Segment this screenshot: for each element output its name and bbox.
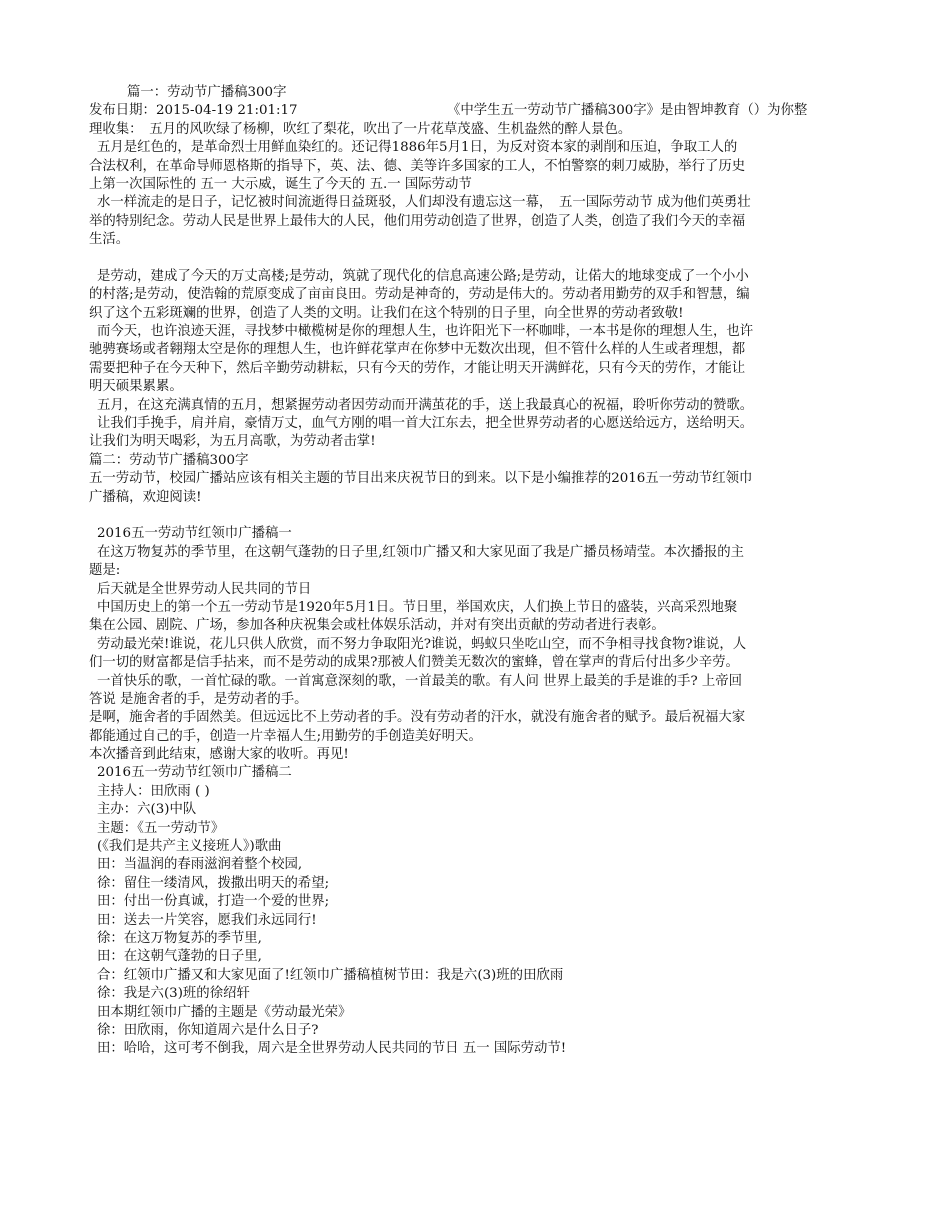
paragraph-line: 驰骋赛场或者翱翔太空是你的理想人生，也许鲜花掌声在你梦中无数次出现，但不管什么样的人生或者理想，都	[89, 342, 746, 358]
paragraph-line: 需要把种子在今天种下，然后辛勤劳动耕耘，只有今天的劳作，才能让明天开满鲜花，只有今天的劳作，才能让	[89, 360, 746, 376]
paragraph-line: 后天就是全世界劳动人民共同的节日	[97, 581, 312, 597]
script-line: (《我们是共产主义接班人》)歌曲	[97, 839, 282, 855]
paragraph-line: 们一切的财富都是信手拈来，而不是劳动的成果?那被人们赞美无数次的蜜蜂，曾在掌声的背后付出多少辛劳。	[89, 655, 739, 671]
script-line: 主办：六(3)中队	[97, 802, 197, 818]
paragraph-line: 生活。	[89, 232, 130, 248]
paragraph-line: 明天硕果累累。	[89, 379, 183, 395]
article-two-title: 篇二：劳动节广播稿300字	[89, 452, 249, 468]
paragraph-line: 织了这个五彩斑斓的世界，创造了人类的文明。让我们在这个特别的日子里，向全世界的劳动者致敬!	[89, 305, 684, 321]
section-heading: 2016五一劳动节红领巾广播稿一	[97, 526, 292, 542]
script-line: 田：付出一份真诚，打造一个爱的世界;	[97, 894, 330, 910]
paragraph-line: 题是:	[89, 563, 121, 579]
script-line: 田：当温润的春雨滋润着整个校园,	[97, 857, 303, 873]
script-line: 徐：田欣雨，你知道周六是什么日子?	[97, 1022, 319, 1038]
paragraph-line: 理收集： 五月的风吹绿了杨柳，吹红了梨花，吹出了一片花草茂盛、生机盎然的醉人景色。	[89, 121, 632, 137]
paragraph-line: 劳动最光荣!谁说，花儿只供人欣赏，而不努力争取阳光?谁说，蚂蚁只坐吃山空，而不争相寻找食物?谁说，人	[97, 636, 747, 652]
document-body	[89, 84, 863, 1059]
script-line: 主持人：田欣雨 ( )	[97, 783, 210, 799]
paragraph-line: 是劳动，建成了今天的万丈高楼;是劳动，筑就了现代化的信息高速公路;是劳动，让偌大的地球变成了一个小小	[97, 268, 749, 284]
section-heading: 2016五一劳动节红领巾广播稿二	[97, 765, 292, 781]
paragraph-line: 是啊，施舍者的手固然美。但远远比不上劳动者的手。没有劳动者的汗水，就没有施舍者的赋予。最后祝福大家	[89, 710, 746, 726]
script-line: 田本期红领巾广播的主题是《劳动最光荣》	[97, 1004, 352, 1020]
paragraph-line: 让我们为明天喝彩，为五月高歌，为劳动者击掌!	[89, 434, 376, 450]
paragraph-line: 合法权利，在革命导师恩格斯的指导下，英、法、德、美等许多国家的工人，不怕警察的刺刀威胁，举行了历史	[89, 158, 746, 174]
script-line: 田：送去一片笑容，愿我们永远同行!	[97, 912, 317, 928]
script-line: 田：在这朝气蓬勃的日子里,	[97, 949, 262, 965]
publish-info-line	[89, 102, 863, 120]
script-line: 田：哈哈，这可考不倒我，周六是全世界劳动人民共同的节日 五一 国际劳动节!	[97, 1041, 567, 1057]
script-line: 合：红领巾广播又和大家见面了!红领巾广播稿植树节田：我是六(3)班的田欣雨	[97, 967, 564, 983]
paragraph-line: 让我们手挽手，肩并肩，豪情万丈，血气方刚的唱一首大江东去，把全世界劳动者的心愿送给远方，送给明天。	[97, 416, 754, 432]
script-line: 主题：《五一劳动节》	[97, 820, 225, 836]
paragraph-line: 都能通过自己的手，创造一片幸福人生;用勤劳的手创造美好明天。	[89, 728, 482, 744]
paragraph-line: 在这万物复苏的季节里，在这朝气蓬勃的日子里,红领巾广播又和大家见面了我是广播员杨靖莹。本次播报的主	[97, 544, 745, 560]
paragraph-line: 集在公园、剧院、广场，参加各种庆祝集会或杜体娱乐活动，并对有突出贡献的劳动者进行表彰。	[89, 618, 665, 634]
blank-line	[89, 250, 863, 268]
script-line: 徐：在这万物复苏的季节里,	[97, 930, 262, 946]
paragraph-line: 广播稿，欢迎阅读!	[89, 489, 202, 505]
paragraph-line: 五月，在这充满真情的五月，想紧握劳动者因劳动而开满茧花的手，送上我最真心的祝福，聆听你劳动的赞歌。	[97, 397, 754, 413]
article-one-title: 篇一：劳动节广播稿300字	[127, 85, 287, 100]
script-line: 徐：留住一缕清风，拨撒出明天的希望;	[97, 875, 330, 891]
blank-line	[89, 507, 863, 525]
paragraph-line: 答说 是施舍者的手，是劳动者的手。	[89, 691, 308, 707]
paragraph-line: 上第一次国际性的 五一 大示威，诞生了今天的 五.一 国际劳动节	[89, 176, 472, 192]
paragraph-line: 水一样流走的是日子，记忆被时间流逝得日益斑驳，人们却没有遗忘这一幕， 五一国际劳动节 成为他们英勇壮	[97, 195, 751, 211]
paragraph-line: 的村落;是劳动，使浩翰的荒原变成了亩亩良田。劳动是神奇的，劳动是伟大的。劳动者用勤劳的双手和智慧，编	[89, 287, 750, 303]
paragraph-line: 举的特别纪念。劳动人民是世界上最伟大的人民，他们用劳动创造了世界，创造了人类，创造了我们今天的幸福	[89, 213, 746, 229]
paragraph-line: 而今天，也许浪迹天涯，寻找梦中橄榄树是你的理想人生，也许阳光下一杯咖啡，一本书是你的理想人生，也许	[97, 324, 754, 340]
publish-date: 发布日期：2015-04-19 21:01:17	[89, 103, 298, 119]
paragraph-line: 中国历史上的第一个五一劳动节是1920年5月1日。节日里，举国欢庆，人们换上节日的盛装，兴高采烈地聚	[97, 599, 738, 615]
paragraph-line: 五一劳动节，校园广播站应该有相关主题的节目出来庆祝节日的到来。以下是小编推荐的2016五一劳动节红领巾	[89, 471, 753, 487]
paragraph-line: 一首快乐的歌，一首忙碌的歌。一首寓意深刻的歌，一首最美的歌。有人问 世界上最美的手是谁的手? 上帝回	[97, 673, 743, 689]
paragraph-line: 五月是红色的，是革命烈士用鲜血染红的。还记得1886年5月1日，为反对资本家的剥削和压迫，争取工人的	[97, 140, 738, 156]
intro-text: 《中学生五一劳动节广播稿300字》是由智坤教育（）为你整	[447, 103, 808, 119]
paragraph-line: 本次播音到此结束，感谢大家的收听。再见!	[89, 747, 349, 763]
script-line: 徐：我是六(3)班的徐绍轩	[97, 986, 250, 1002]
